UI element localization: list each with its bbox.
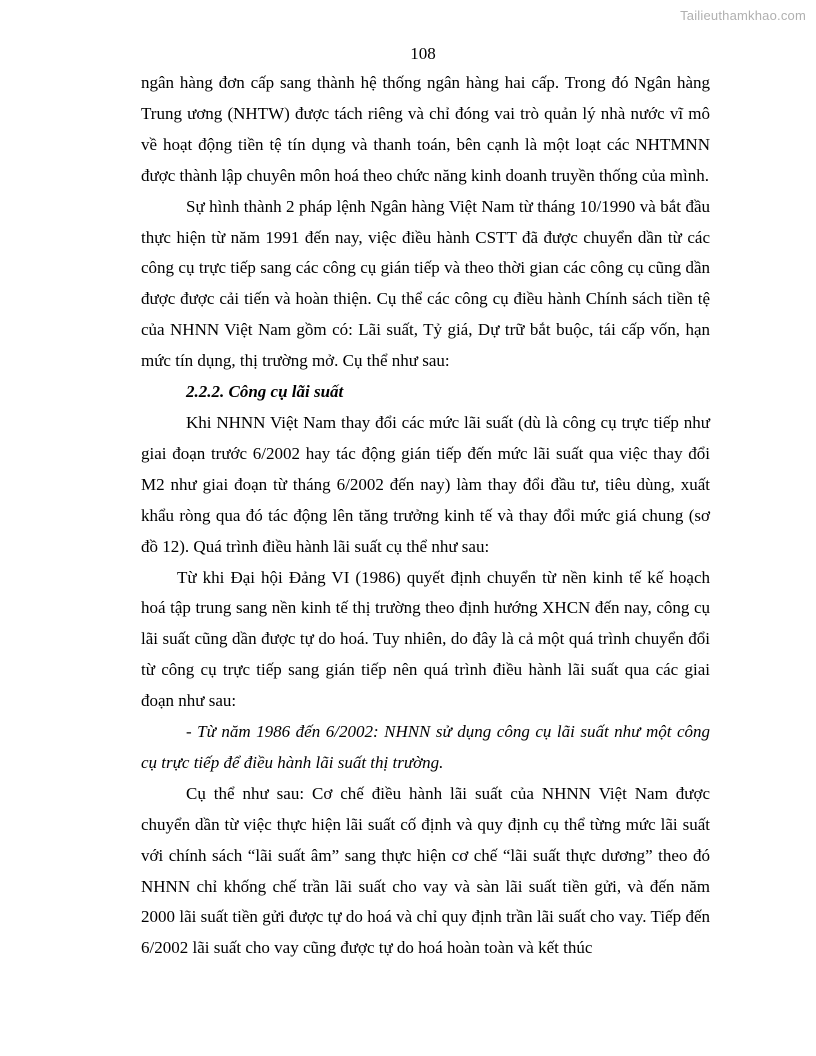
paragraph-legislation: Sự hình thành 2 pháp lệnh Ngân hàng Việt Nam từ tháng 10/1990 và bắt đầu thực hiện từ năm 1991 đến nay, việc điều hành CSTT đã được chuyển dần từ các công cụ trực tiếp sang các công cụ gián tiếp và theo thời gian các công cụ cũng dần được được cải tiến và hoàn thiện. Cụ thể các công cụ điều hành Chính sách tiền tệ của NHNN Việt Nam gồm có: Lãi suất, Tỷ giá, Dự trữ bắt buộc, tái cấp vốn, hạn mức tín dụng, thị trường mở. Cụ thể như sau:	[141, 196, 710, 371]
section-heading: 2.2.2. Công cụ lãi suất	[186, 382, 344, 402]
paragraph-period-1986-2002: - Từ năm 1986 đến 6/2002: NHNN sử dụng công cụ lãi suất như một công cụ trực tiếp để điều hành lãi suất thị trường.	[141, 722, 710, 772]
page-number: 108	[410, 44, 436, 63]
document-body	[141, 68, 710, 964]
paragraph-interest-impact: Khi NHNN Việt Nam thay đổi các mức lãi suất (dù là công cụ trực tiếp như giai đoạn trước 6/2002 hay tác động gián tiếp đến mức lãi suất qua việc thay đổi M2 như giai đoạn từ tháng 6/2002 đến nay) làm thay đổi đầu tư, tiêu dùng, xuất khẩu ròng qua đó tác động lên tăng trưởng kinh tế và thay đổi mức giá chung (sơ đồ 12). Quá trình điều hành lãi suất cụ thể như sau:	[141, 412, 710, 556]
paragraph-mechanism: Cụ thể như sau: Cơ chế điều hành lãi suất của NHNN Việt Nam được chuyển dần từ việc thực hiện lãi suất cố định và quy định cụ thể từng mức lãi suất với chính sách “lãi suất âm” sang thực hiện cơ chế “lãi suất thực dương” theo đó NHNN chỉ khống chế trần lãi suất cho vay và sàn lãi suất tiền gửi, và đến năm 2000 lãi suất tiền gửi được tự do hoá và chỉ quy định trần lãi suất cho vay. Tiếp đến 6/2002 lãi suất cho vay cũng được tự do hoá hoàn toàn và kết thúc	[141, 783, 710, 958]
paragraph-continuation: ngân hàng đơn cấp sang thành hệ thống ngân hàng hai cấp. Trong đó Ngân hàng Trung ương (NHTW) được tách riêng và chỉ đóng vai trò quản lý nhà nước vĩ mô về hoạt động tiền tệ tín dụng và thanh toán, bên cạnh là một loạt các NHTMNN được thành lập chuyên môn hoá theo chức năng kinh doanh truyền thống của mình.	[141, 73, 710, 185]
paragraph-history: Từ khi Đại hội Đảng VI (1986) quyết định chuyển từ nền kinh tế kế hoạch hoá tập trung sang nền kinh tế thị trường theo định hướng XHCN đến nay, công cụ lãi suất cũng dần được tự do hoá. Tuy nhiên, do đây là cả một quá trình chuyển đổi từ công cụ trực tiếp sang gián tiếp nên quá trình điều hành lãi suất qua các giai đoạn như sau:	[141, 567, 710, 711]
watermark: Tailieuthamkhao.com	[680, 8, 806, 23]
